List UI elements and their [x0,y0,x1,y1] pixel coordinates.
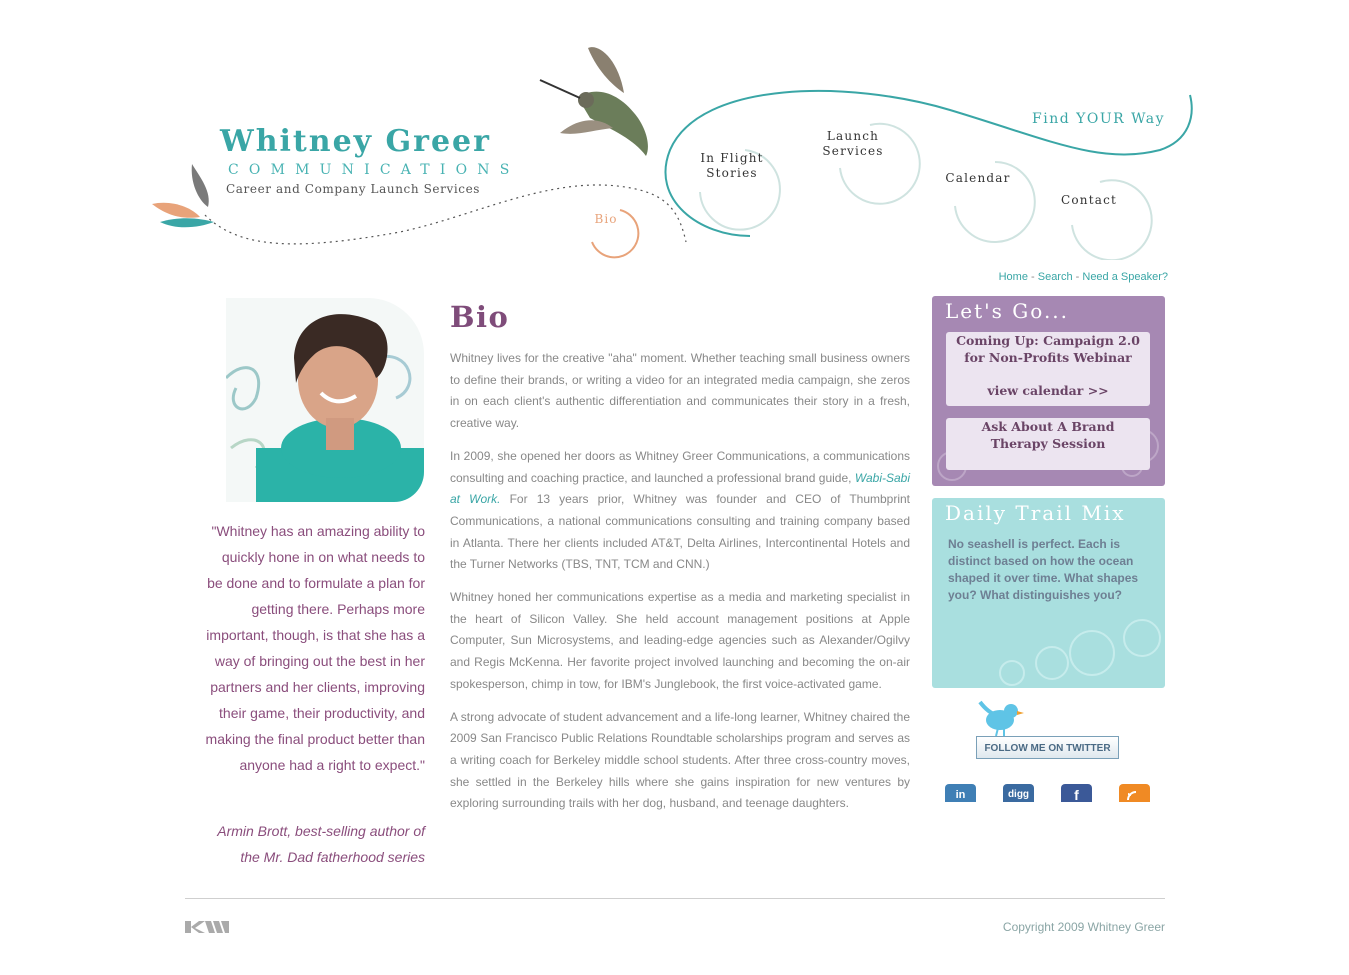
brand-therapy-text: Ask About A Brand Therapy Session [981,419,1115,451]
bio-paragraph-2 [450,446,910,576]
brand-therapy-box[interactable] [946,418,1150,470]
testimonial-author: Armin Brott, best-selling author of the Mr. Dad fatherhood series [217,823,425,865]
separator: - [1027,271,1038,283]
nav-launch-line1: Launch [826,129,880,143]
nav-bio[interactable]: Bio [594,212,618,226]
bio-paragraph-2b: For 13 years prior, Whitney was founder and CEO of Thumbprint Communications, a national communications consulting and training company based in Atlanta. There her clients included AT&T, Delta Airlines, Intercontinental Hotels and the Turner Networks (TBS, TNT, TCM and CNN.) [450,492,911,572]
daily-trail-mix-heading: Daily Trail Mix [945,501,1126,525]
nav-calendar[interactable]: Calendar [945,171,1011,185]
search-link[interactable]: Search [1037,271,1073,283]
hummingbird-icon [538,38,658,158]
home-link[interactable]: Home [998,271,1028,283]
bio-paragraph-1: Whitney lives for the creative "aha" moment. Whether teaching small business owners to define their brands, or writing a video for an integrated media campaign, she zeros in on each client's authentic differentiation and communicates their story in a fresh, creative way. [450,351,910,431]
copyright-text: Copyright 2009 Whitney Greer [1002,920,1165,934]
coming-up-box[interactable] [946,332,1150,406]
bio-paragraph-2a: In 2009, she opened her doors as Whitney Greer Communications, a communications consulting and coaching practice, and launched a professional brand guide, [450,448,910,485]
daily-trail-mix-text: No seashell is perfect. Each is distinct based on how the ocean shaped it over time. What shapes you? What distinguishes you? [948,537,1139,602]
kw-logo-icon[interactable] [185,919,229,935]
page-title: Bio [450,300,510,334]
nav-in-flight-stories[interactable] [693,151,771,181]
logo-name[interactable]: Whitney Greer [220,124,491,159]
linkedin-label: in [955,789,966,801]
coming-up-text: Coming Up: Campaign 2.0 for Non-Profits Webinar [956,333,1140,365]
nav-launch-line2: Services [822,144,884,158]
leaf-logo-icon [150,162,220,232]
linkedin-icon[interactable] [945,784,976,802]
facebook-label: f [1074,787,1079,802]
bio-paragraph-3: Whitney honed her communications expertise as a media and marketing specialist in the heart of Silicon Valley. She held account management positions at Apple Computer, Sun Microsystems, and leading-edge agencies such as Alexander/Ogilvy and Regis McKenna. Her favorite project involved launching and becoming the on-air spokesperson, chimp in tow, for IBM's Junglebook, the first voice-activated game. [450,590,910,691]
utility-links [999,271,1168,283]
rss-glyph [1119,784,1150,802]
bio-body [450,348,910,826]
lets-go-heading: Let's Go... [945,299,1070,323]
nav-launch-services[interactable] [813,129,893,159]
follow-twitter-button[interactable]: FOLLOW ME ON TWITTER [976,736,1119,759]
digg-icon[interactable] [1003,784,1034,802]
rss-icon[interactable] [1119,784,1150,802]
daily-trail-mix-panel [932,498,1165,688]
find-your-way-tagline: Find YOUR Way [1032,111,1166,127]
whitney-portrait-photo [226,298,424,502]
lets-go-panel [932,296,1165,486]
nav-contact[interactable]: Contact [1060,193,1118,207]
logo-subtitle: COMMUNICATIONS [228,162,520,178]
twitter-bird-icon [976,696,1028,738]
nav-in-flight-line2: Stories [706,166,758,180]
view-calendar-link[interactable]: view calendar >> [987,383,1109,398]
facebook-icon[interactable] [1061,784,1092,802]
wabi-sabi-link[interactable]: Wabi-Sabi at Work. [450,470,910,507]
bio-paragraph-4: A strong advocate of student advancement and a life-long learner, Whitney chaired the 2009 San Francisco Public Relations Roundtable scholarships program and serves as a writing coach for Berkeley middle school students. After three cross-country moves, she settled in the Berkeley hills where she gains inspiration for new ventures by exploring surrounding trails with her dog, husband, and teenage daughters. [450,709,910,811]
separator: - [1072,271,1083,283]
portrait-illustration [226,298,424,502]
need-speaker-link[interactable]: Need a Speaker? [1082,271,1168,283]
digg-label: digg [1007,789,1030,800]
footer-divider [185,898,1165,899]
testimonial-quote: "Whitney has an amazing ability to quickly hone in on what needs to be done and to formulate a plan for getting there. Perhaps more important, though, is that she has a way of bringing out the best in her partners and her clients, improving their game, their productivity, and making the final product better than anyone had a right to expect." [205,523,425,773]
nav-in-flight-line1: In Flight [700,151,764,165]
logo-tagline: Career and Company Launch Services [226,182,481,196]
